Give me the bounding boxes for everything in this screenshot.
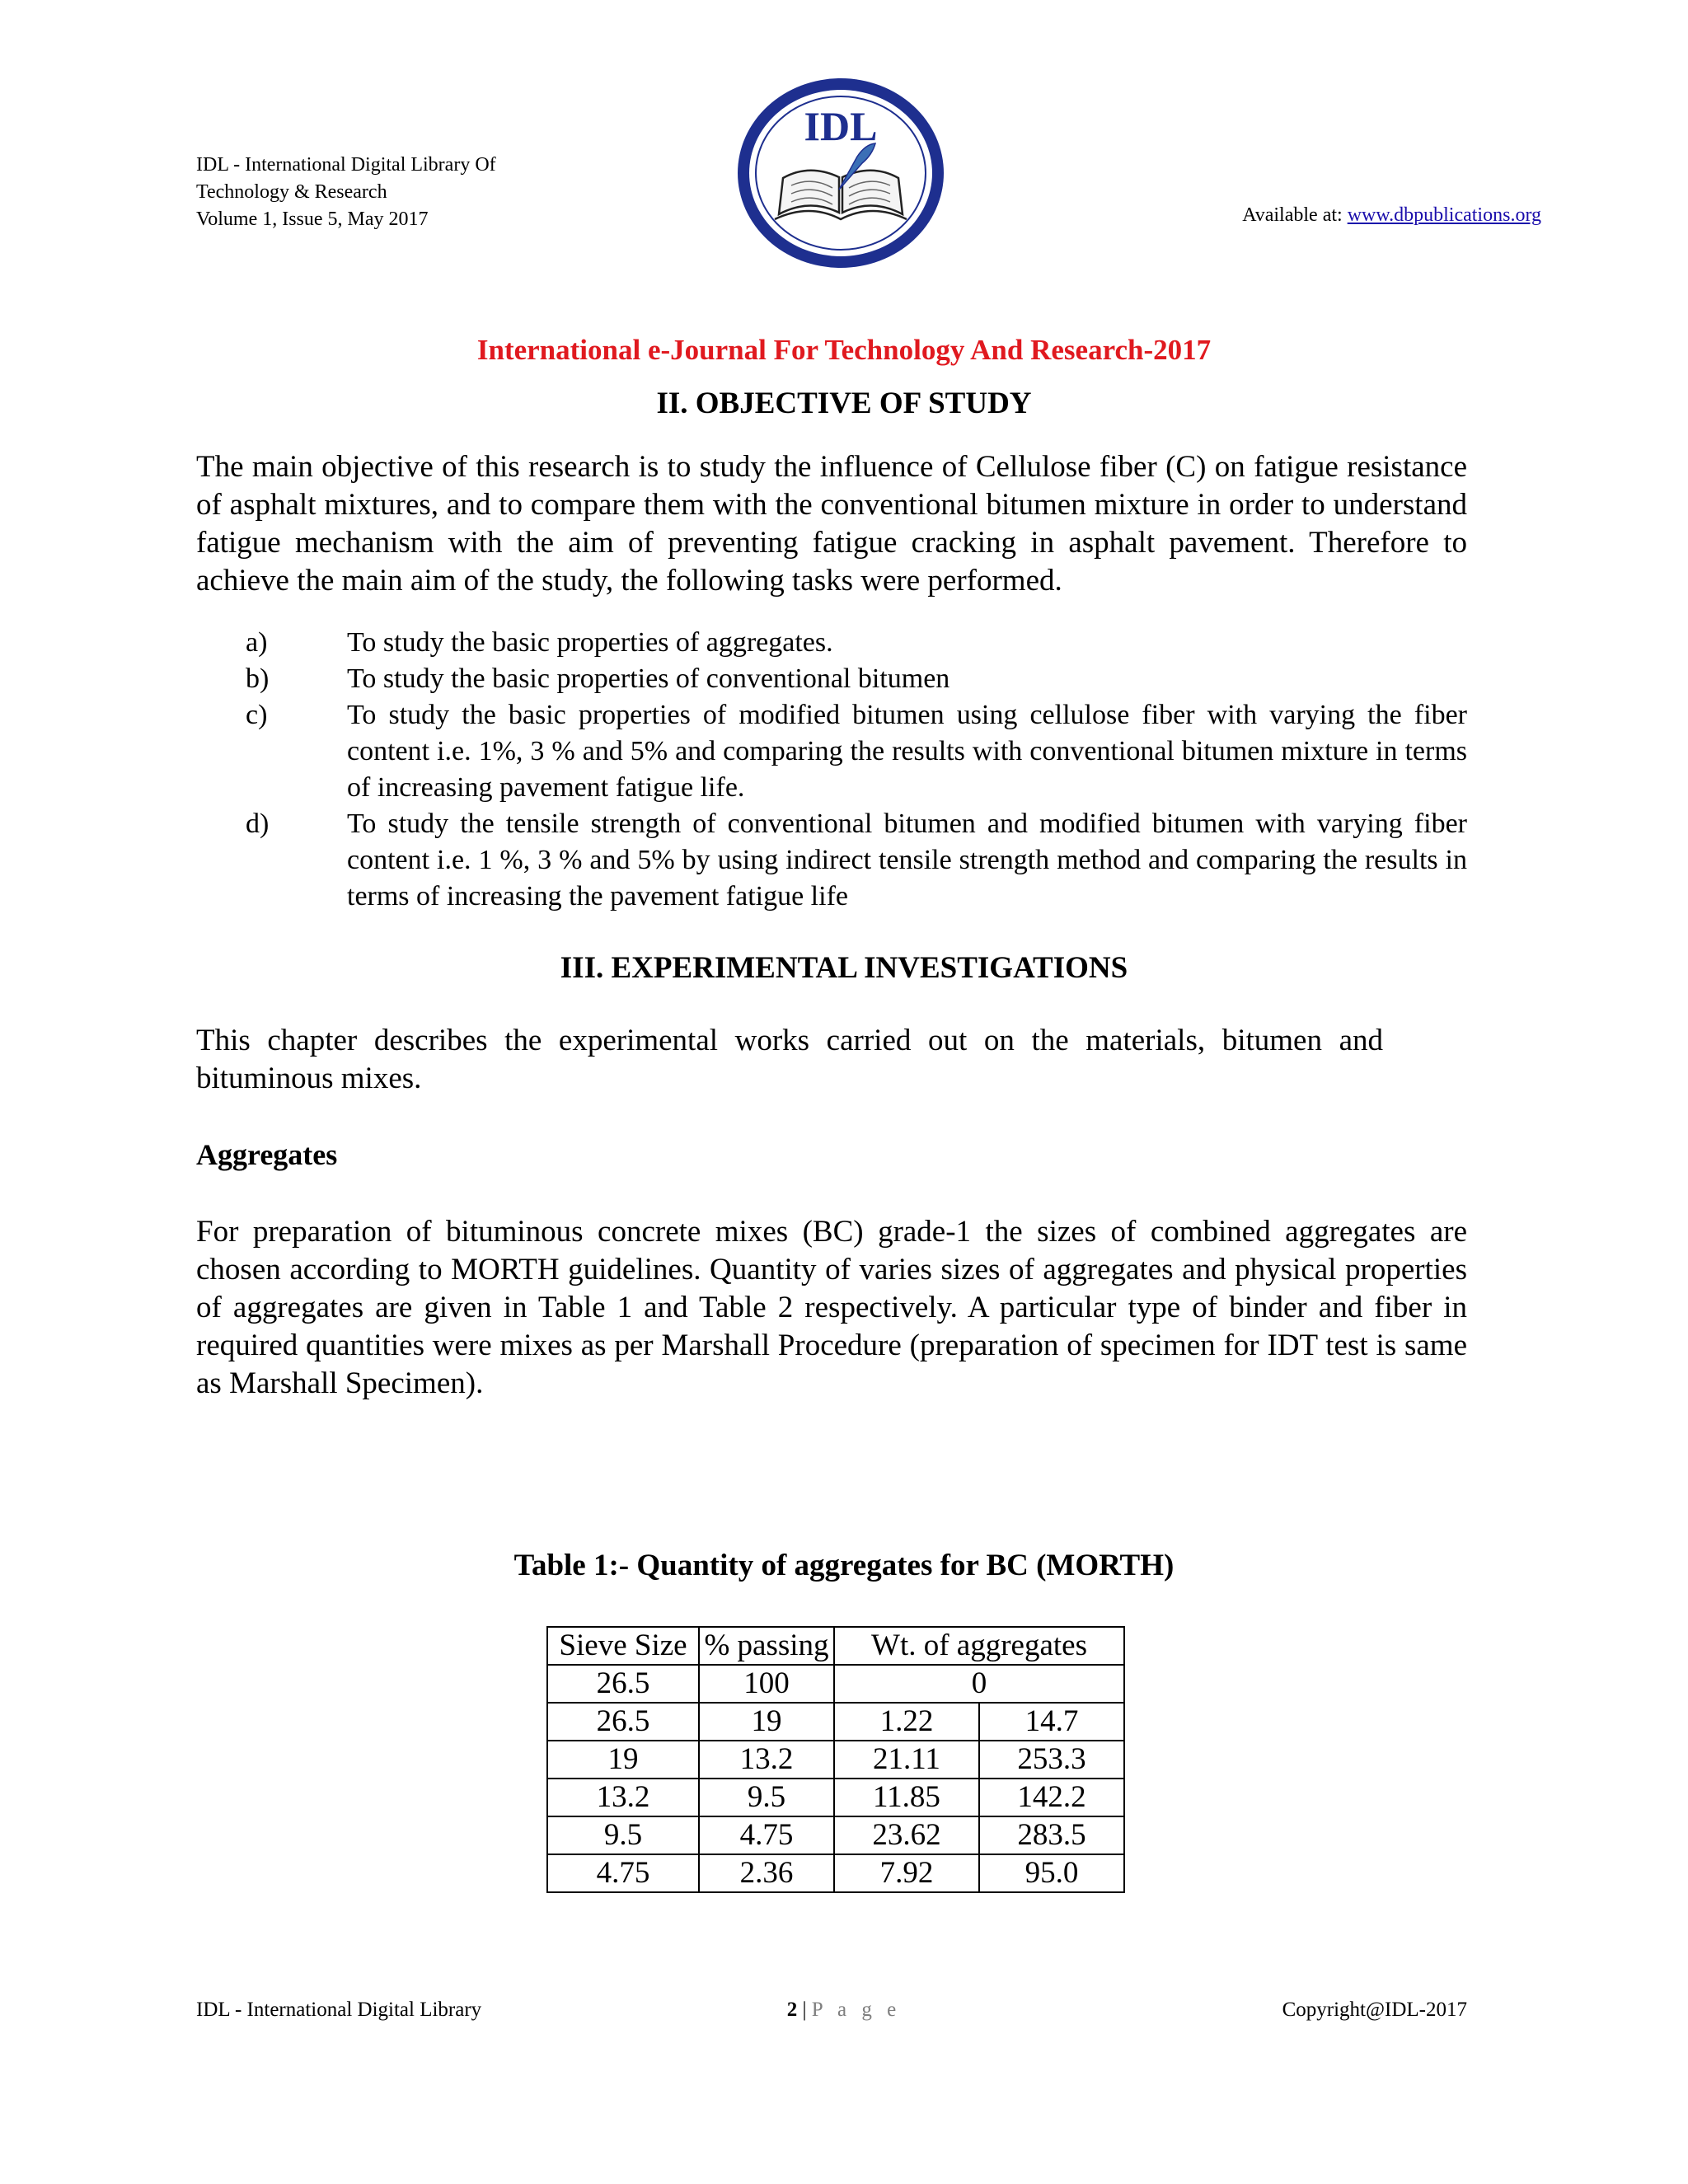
list-item xyxy=(196,697,1467,806)
footer-left: IDL - International Digital Library xyxy=(196,1999,482,2021)
table-cell: 11.85 xyxy=(834,1779,979,1816)
table-cell: 7.92 xyxy=(834,1854,979,1892)
table-header-row xyxy=(547,1627,1124,1665)
table-cell: 1.22 xyxy=(834,1703,979,1741)
table-cell: 283.5 xyxy=(979,1816,1124,1854)
list-marker: c) xyxy=(246,700,268,730)
logo-text: IDL xyxy=(804,103,878,149)
list-item xyxy=(196,806,1467,915)
table-row xyxy=(547,1703,1124,1741)
table-row xyxy=(547,1665,1124,1703)
page-word: P a g e xyxy=(811,1999,902,2021)
list-marker: b) xyxy=(246,663,270,694)
header-cell: % passing xyxy=(699,1627,834,1665)
aggregates-table xyxy=(546,1626,1125,1893)
list-marker: d) xyxy=(246,808,270,839)
table-cell: 95.0 xyxy=(979,1854,1124,1892)
table-cell: 14.7 xyxy=(979,1703,1124,1741)
table-cell: 21.11 xyxy=(834,1741,979,1779)
table-cell: 142.2 xyxy=(979,1779,1124,1816)
section-heading-objective: II. OBJECTIVE OF STUDY xyxy=(656,387,1032,420)
list-text: To study the basic properties of conventional bitumen xyxy=(347,663,950,694)
table-cell: 26.5 xyxy=(547,1703,699,1741)
list-item xyxy=(196,625,1467,661)
website-link[interactable]: www.dbpublications.org xyxy=(1347,204,1541,226)
list-text: To study the basic properties of modified bitumen using cellulose fiber with varying the fiber content i.e. 1%, 3 % and 5% and comparing the results with conventional bitumen mixture in terms of increasing pavement fatigue life. xyxy=(347,700,1467,803)
table-cell: 100 xyxy=(699,1665,834,1703)
aggregates-paragraph xyxy=(196,1213,1467,1403)
table-row xyxy=(547,1854,1124,1892)
available-at xyxy=(1242,202,1541,229)
table-cell: 9.5 xyxy=(547,1816,699,1854)
table-row xyxy=(547,1779,1124,1816)
task-list xyxy=(196,625,1467,915)
table-row xyxy=(547,1741,1124,1779)
table-cell: 0 xyxy=(834,1665,1124,1703)
paragraph-text: The main objective of this research is to study the influence of Cellulose fiber (C) on fatigue resistance of asphalt mixtures, and to compare them with the conventional bitumen mixture in order to understand fatigue mechanism with the aim of preventing fatigue cracking in asphalt pavement. Therefore to achieve the main aim of the study, the following tasks were performed. xyxy=(196,450,1467,598)
table-cell: 4.75 xyxy=(547,1854,699,1892)
aggregates-heading: Aggregates xyxy=(196,1138,338,1171)
list-marker: a) xyxy=(246,627,268,658)
idl-logo xyxy=(734,74,948,272)
header-journal-info xyxy=(196,152,496,233)
table-cell: 23.62 xyxy=(834,1816,979,1854)
table-cell: 13.2 xyxy=(547,1779,699,1816)
table-caption: Table 1:- Quantity of aggregates for BC (MORTH) xyxy=(513,1549,1175,1582)
journal-title: International e-Journal For Technology And Research-2017 xyxy=(476,334,1212,366)
header-line: IDL - International Digital Library Of xyxy=(196,154,496,176)
paragraph-text: For preparation of bituminous concrete mixes (BC) grade-1 the sizes of combined aggregates are chosen according to MORTH guidelines. Quantity of varies sizes of aggregates and physical properties of aggregates are given in Table 1 and Table 2 respectively. A particular type of binder and fiber in required quantities were mixes as per Marshall Procedure (preparation of specimen for IDT test is same as Marshall Specimen). xyxy=(196,1215,1467,1400)
table-cell: 19 xyxy=(699,1703,834,1741)
list-item xyxy=(196,661,1467,697)
table-cell: 2.36 xyxy=(699,1854,834,1892)
header-cell: Sieve Size xyxy=(547,1627,699,1665)
header-line: Volume 1, Issue 5, May 2017 xyxy=(196,209,429,230)
header-cell: Wt. of aggregates xyxy=(834,1627,1124,1665)
page-num: 2 xyxy=(786,1999,798,2021)
section-heading-experimental: III. EXPERIMENTAL INVESTIGATIONS xyxy=(560,951,1128,985)
page-separator: | xyxy=(797,1999,812,2021)
table-cell: 19 xyxy=(547,1741,699,1779)
table-cell: 13.2 xyxy=(699,1741,834,1779)
objective-paragraph xyxy=(196,448,1467,600)
paragraph-text: This chapter describes the experimental works carried out on the materials, bitumen and bituminous mixes. xyxy=(196,1024,1383,1095)
footer-copyright: Copyright@IDL-2017 xyxy=(1282,1999,1467,2021)
table-cell: 4.75 xyxy=(699,1816,834,1854)
available-label: Available at: xyxy=(1242,204,1348,226)
table-row xyxy=(547,1816,1124,1854)
table-cell: 253.3 xyxy=(979,1741,1124,1779)
table-cell: 9.5 xyxy=(699,1779,834,1816)
experimental-paragraph xyxy=(196,1022,1383,1098)
table-cell: 26.5 xyxy=(547,1665,699,1703)
list-text: To study the basic properties of aggregates. xyxy=(347,627,833,658)
list-text: To study the tensile strength of conventional bitumen and modified bitumen with varying fiber content i.e. 1 %, 3 % and 5% by using indirect tensile strength method and comparing the results in terms of increasing the pavement fatigue life xyxy=(347,808,1467,912)
header-line: Technology & Research xyxy=(196,181,387,203)
